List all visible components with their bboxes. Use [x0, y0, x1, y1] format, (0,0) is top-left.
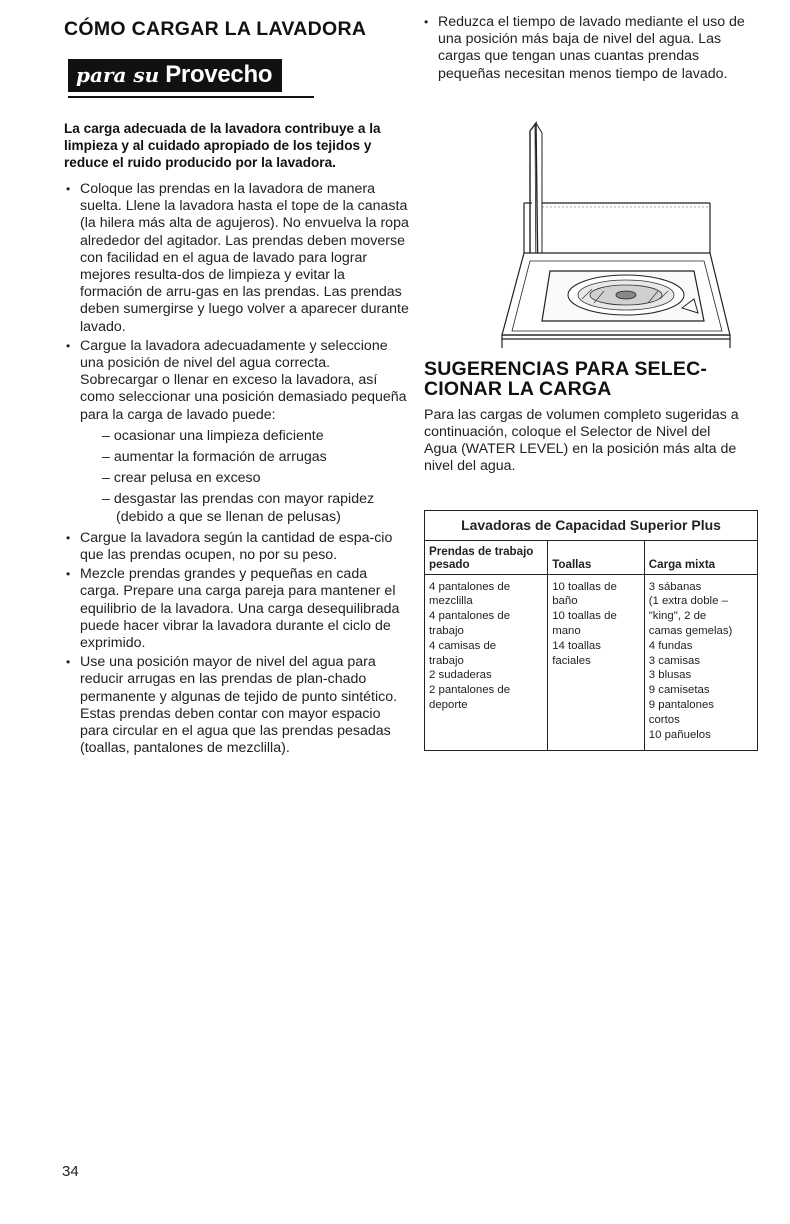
load-suggestions-table [424, 510, 758, 752]
cell-line: baño [552, 595, 578, 608]
cell-line: 3 camisas [648, 654, 701, 667]
page-number: 34 [62, 1163, 79, 1180]
sub-item: – crear pelusa en exceso [80, 470, 410, 487]
sub-item: – ocasionar una limpieza deficiente [80, 428, 410, 445]
column-header: Carga mixta [644, 540, 757, 574]
table-cell [644, 574, 757, 751]
cell-line: 10 pañuelos [648, 728, 711, 741]
sub-item: – aumentar la formación de arrugas [80, 449, 410, 466]
table-row [425, 574, 758, 751]
cell-line: mano [552, 625, 581, 638]
cell-line: 3 blusas [648, 669, 692, 682]
cell-line: faciales [552, 654, 591, 667]
cell-line: "king", 2 de [648, 610, 707, 623]
cell-line: 10 toallas de [552, 580, 617, 593]
washer-illustration [432, 103, 732, 353]
cell-line: (1 extra doble – [648, 595, 728, 608]
cell-line: mezclilla [429, 595, 473, 608]
column-header: Prendas de trabajo pesado [425, 540, 548, 574]
cell-line: 4 pantalones de [429, 610, 511, 623]
logo-rule [68, 96, 314, 98]
loading-tips-list [62, 181, 410, 758]
washer-open-lid-icon [432, 103, 732, 353]
list-item [62, 338, 410, 526]
list-item: • Mezcle prendas grandes y pequeñas en cada carga. Prepare una carga pareja para mantener el equilibrio de la lavadora. Una carga desequilibrada puede hacer vibrar la lavadora durante el ciclo de exprimido. [62, 566, 410, 652]
logo-script-text: para su [76, 63, 160, 87]
body-paragraph: Para las cargas de volumen completo sugeridas a continuación, coloque el Selector de Nivel del Agua (WATER LEVEL) en la posición más alta de nivel del agua. [424, 406, 739, 475]
sub-item: – desgastar las prendas con mayor rapidez (debido a que se llenan de pelusas) [80, 491, 410, 525]
logo-bold-text: Provecho [165, 61, 273, 88]
cell-line: trabajo [429, 625, 464, 638]
list-item: • Reduzca el tiempo de lavado mediante el uso de una posición más baja de nivel del agua. Las cargas que tengan unas cuantas prendas pequeñas necesitan menos tiempo de lavado. [424, 14, 756, 83]
cell-line: 9 camisetas [648, 684, 710, 697]
right-column [424, 14, 756, 751]
cell-line: 10 toallas de [552, 610, 617, 623]
list-item: • Coloque las prendas en la lavadora de manera suelta. Llene la lavadora hasta el tope de la canasta (la hilera más alta de agujeros). No envuelva la ropa alrededor del agitador. Las prendas deben moverse con facilidad en el agua de lavado para lograr mejores resulta-dos de limpieza y evitar la formación de arru-gas en las prendas. Las prendas deben sumergirse y luego volver a aparecer durante lavado. [62, 181, 410, 336]
cell-line: 2 pantalones de [429, 684, 511, 697]
cell-line: cortos [648, 713, 680, 726]
para-su-provecho-logo [68, 59, 282, 92]
consequences-list [80, 428, 410, 526]
list-item-text: Cargue la lavadora adecuadamente y seleccione una posición de nivel del agua correcta. Sobrecargar o llenar en exceso la lavadora, así como seleccionar una posición demasiado pequeña para la carga de lavado puede: [80, 337, 407, 423]
table-cell [548, 574, 645, 751]
intro-text: La carga adecuada de la lavadora contribuye a la limpieza y al cuidado apropiado de los tejidos y reduce el ruido producido por la lavadora. [64, 121, 381, 170]
cell-line: 2 sudaderas [429, 669, 492, 682]
cell-line: 14 toallas [552, 639, 601, 652]
cell-line: trabajo [429, 654, 464, 667]
table-caption: Lavadoras de Capacidad Superior Plus [425, 510, 758, 540]
list-item: • Cargue la lavadora según la cantidad de espa-cio que las prendas ocupen, no por su peso. [62, 530, 410, 564]
cell-line: 9 pantalones [648, 699, 715, 711]
left-column [62, 18, 410, 760]
cell-line: 4 camisas de [429, 639, 497, 652]
table-cell [425, 574, 548, 751]
section-heading: SUGERENCIAS PARA SELEC-CIONAR LA CARGA [424, 357, 708, 400]
cell-line: 4 pantalones de [429, 580, 511, 593]
list-item: • Use una posición mayor de nivel del agua para reducir arrugas en las prendas de plan-chado permanente y algunas de tejido de punto sintético. Estas prendas deben contar con mayor espacio para circular en el agua que las prendas pesadas (toallas, pantalones de mezclilla). [62, 654, 410, 757]
cell-line: camas gemelas) [648, 625, 733, 638]
section-heading: CÓMO CARGAR LA LAVADORA [64, 18, 367, 40]
column-header: Toallas [548, 540, 645, 574]
cell-line: 4 fundas [648, 639, 693, 652]
cell-line: 3 sábanas [648, 580, 702, 593]
cell-line: deporte [429, 699, 468, 711]
